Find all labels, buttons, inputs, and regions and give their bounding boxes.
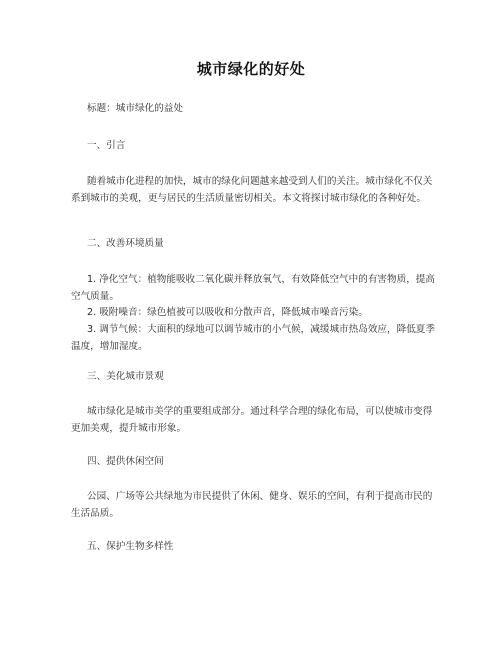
- section-heading-introduction: 一、引言: [87, 140, 126, 151]
- section-heading-environment: 二、改善环境质量: [87, 238, 164, 249]
- section-heading-biodiversity: 五、保护生物多样性: [87, 541, 174, 552]
- list-item-regulate-climate: 3. 调节气候：大面积的绿地可以调节城市的小气候，减缓城市热岛效应，降低夏季温度，增加湿度。: [71, 324, 435, 352]
- section-paragraph-landscape: 城市绿化是城市美学的重要组成部分。通过科学合理的绿化布局，可以使城市变得更加美观，提升城市形象。: [71, 406, 433, 434]
- section-paragraph-leisure: 公园、广场等公共绿地为市民提供了休闲、健身、娱乐的空间，有利于提高市民的生活品质。: [71, 491, 433, 519]
- list-item-absorb-noise: 2. 吸附噪音：绿色植被可以吸收和分散声音，降低城市噪音污染。: [87, 307, 368, 318]
- section-heading-leisure: 四、提供休闲空间: [87, 456, 164, 467]
- document-title: 城市绿化的好处: [196, 60, 306, 78]
- list-item-purify-air: 1. 净化空气：植物能吸收二氧化碳并释放氧气，有效降低空气中的有害物质，提高空气质量。: [71, 274, 435, 302]
- section-paragraph-introduction: 随着城市化进程的加快，城市的绿化问题越来越受到人们的关注。城市绿化不仅关系到城市的美观，更与居民的生活质量密切相关。本文将探讨城市绿化的各种好处。: [71, 176, 433, 204]
- section-heading-landscape: 三、美化城市景观: [87, 371, 164, 382]
- document-subtitle: 标题：城市绿化的益处: [87, 103, 183, 114]
